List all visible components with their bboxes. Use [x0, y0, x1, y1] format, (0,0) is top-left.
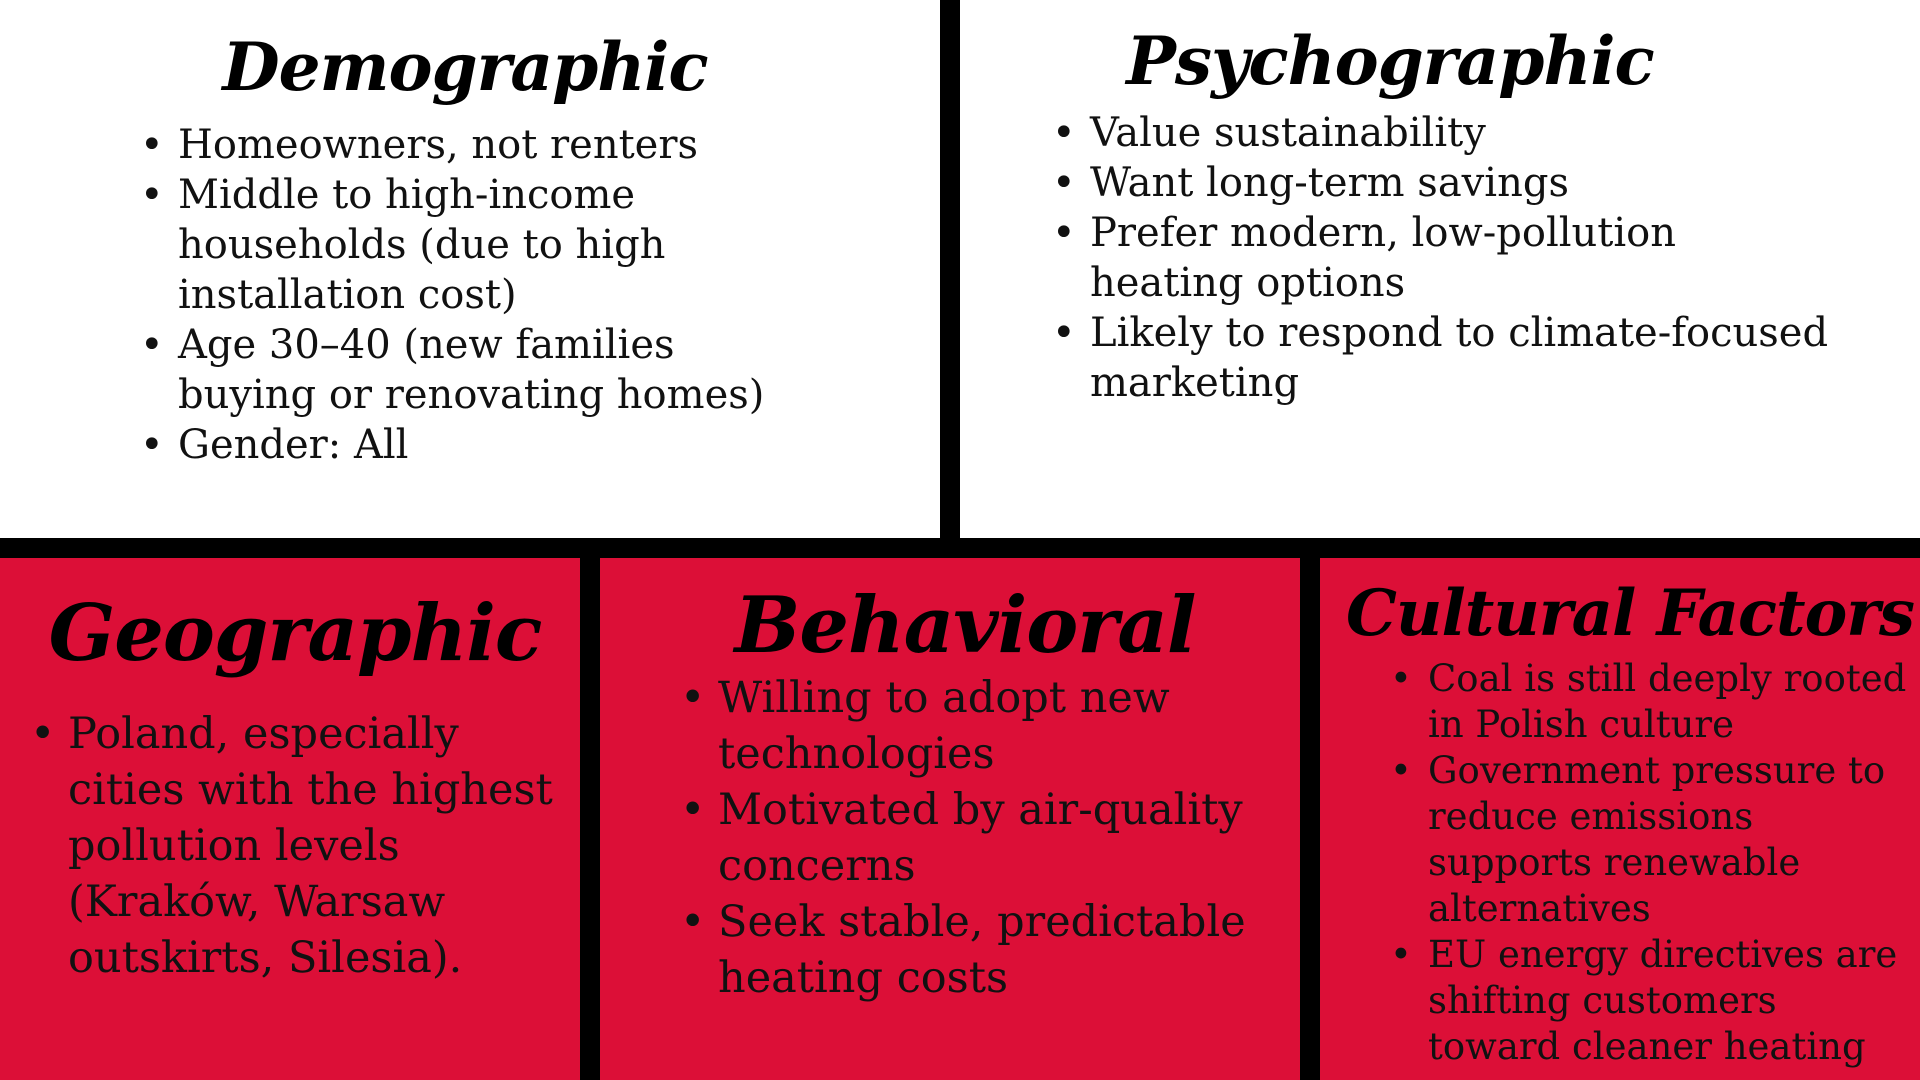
geographic-panel — [0, 558, 580, 1080]
cultural-factors-panel — [1320, 558, 1920, 1080]
cultural-factors-title: Cultural Factors — [1345, 576, 1915, 651]
list-item: • Seek stable, predictable heating costs — [680, 897, 1246, 1003]
psychographic-list — [1052, 108, 1832, 408]
behavioral-list — [680, 670, 1280, 1006]
list-item: • Age 30–40 (new families buying or renovating homes) — [140, 322, 765, 418]
list-item: • Government pressure to reduce emissions supports renewable alternatives — [1390, 749, 1886, 930]
demographic-title: Demographic — [222, 28, 708, 106]
behavioral-panel — [600, 558, 1300, 1080]
list-item: • Likely to respond to climate-focused marketing — [1052, 310, 1829, 406]
list-item: • Motivated by air-quality concerns — [680, 785, 1243, 891]
list-item: • Middle to high-income households (due to high installation cost) — [140, 172, 666, 318]
list-item: • Homeowners, not renters — [140, 122, 698, 168]
cultural-factors-list — [1390, 656, 1910, 1070]
list-item: • Prefer modern, low-pollution heating options — [1052, 210, 1676, 306]
list-item: • EU energy directives are shifting customers toward cleaner heating — [1390, 933, 1898, 1068]
list-item: • Poland, especially cities with the highest pollution levels (Kraków, Warsaw outskirts, Silesia). — [30, 709, 553, 983]
list-item: • Gender: All — [140, 422, 409, 468]
list-item: • Want long-term savings — [1052, 160, 1569, 206]
geographic-list — [30, 706, 570, 986]
demographic-panel — [0, 0, 940, 538]
list-item: • Willing to adopt new technologies — [680, 673, 1170, 779]
geographic-title: Geographic — [48, 588, 542, 679]
list-item: • Value sustainability — [1052, 110, 1486, 156]
list-item: • Coal is still deeply rooted in Polish culture — [1390, 657, 1907, 746]
behavioral-title: Behavioral — [734, 580, 1196, 671]
demographic-list — [140, 120, 800, 470]
psychographic-panel — [960, 0, 1920, 538]
psychographic-title: Psychographic — [1126, 22, 1654, 100]
